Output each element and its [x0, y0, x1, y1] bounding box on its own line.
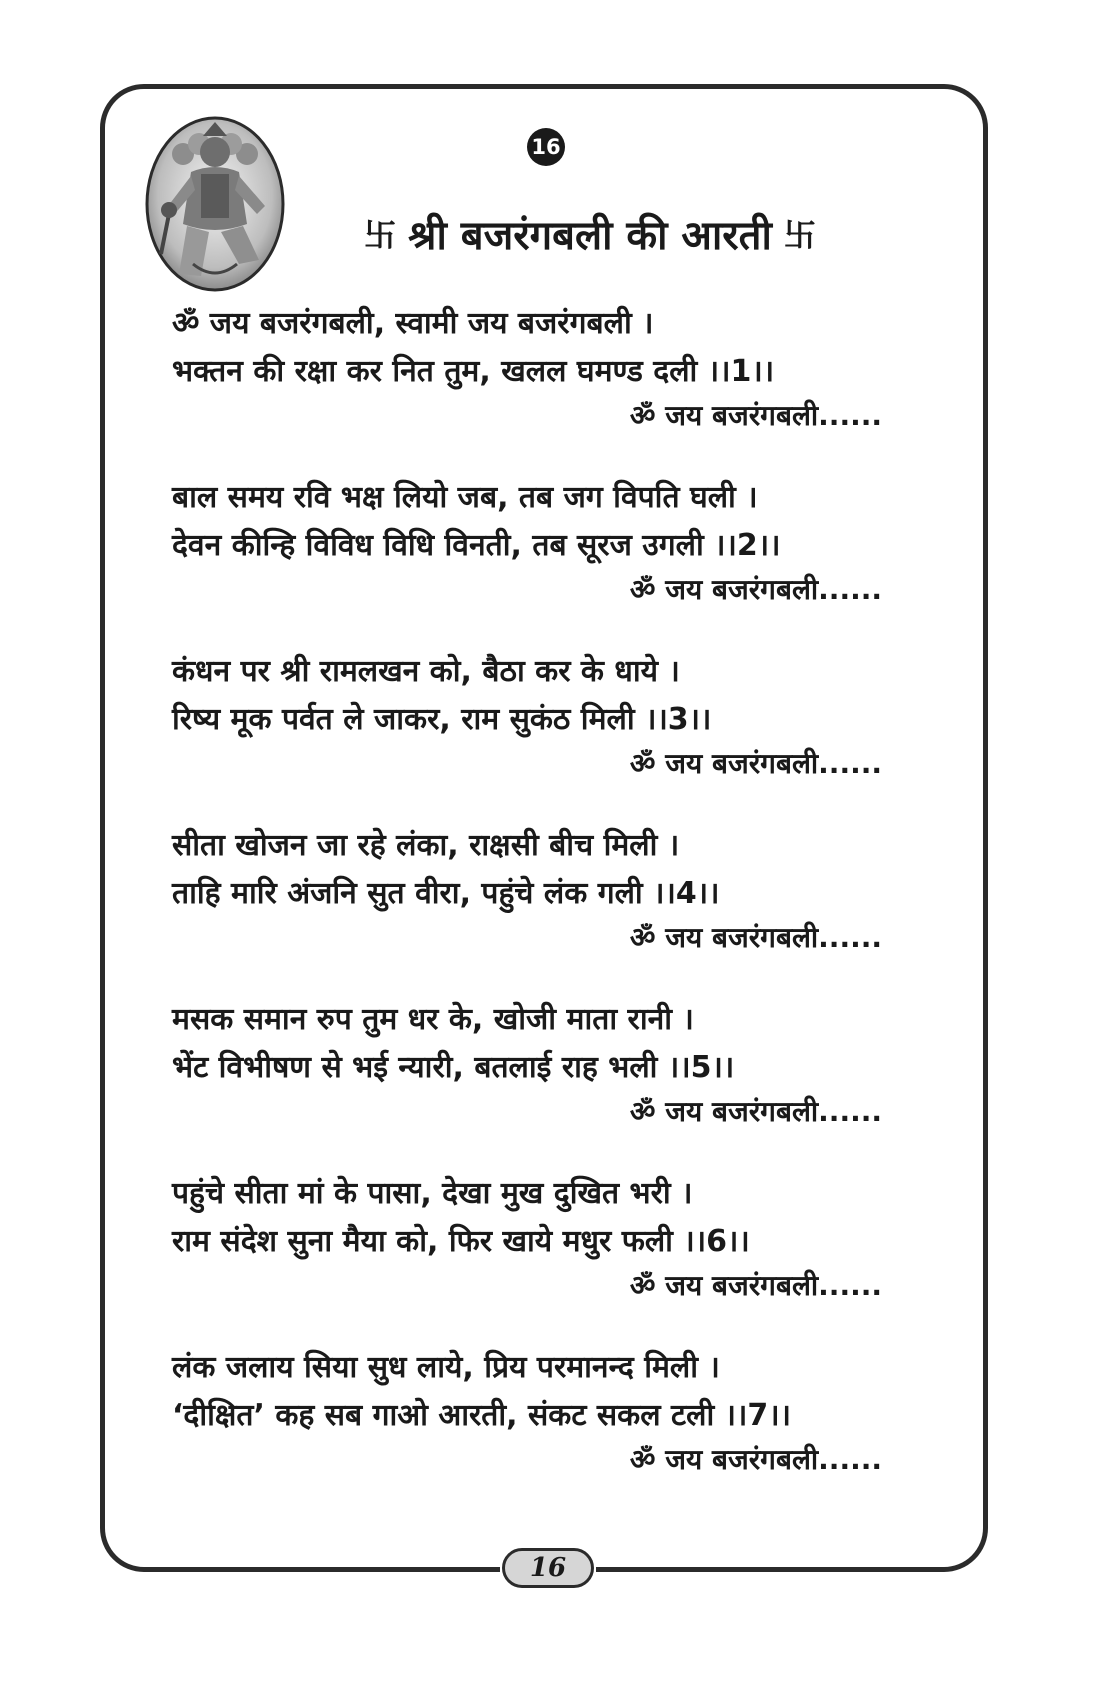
verse-line: लंक जलाय सिया सुध लाये, प्रिय परमानन्द मिली । [172, 1350, 720, 1385]
swastik-ornament-left: 卐 [364, 216, 397, 254]
verse-line: भेंट विभीषण से भई न्यारी, बतलाई राह भली ।।5।। [172, 1050, 735, 1085]
stanza-5 [172, 996, 912, 1128]
stanza-1 [172, 300, 912, 432]
verse-line: पहुंचे सीता मां के पासा, देखा मुख दुखित भरी । [172, 1176, 693, 1211]
verse-line: देवन कीन्हि विविध विधि विनती, तब सूरज उगली ।।2।। [172, 528, 781, 563]
verse-line: बाल समय रवि भक्ष लियो जब, तब जग विपति घली । [172, 480, 758, 515]
page-number: 16 [502, 1548, 594, 1588]
verse-line: राम संदेश सुना मैया को, फिर खाये मधुर फली ।।6।। [172, 1224, 750, 1259]
refrain: ॐ जय बजरंगबली...... [629, 1443, 882, 1476]
verse-line: ॐ जय बजरंगबली, स्वामी जय बजरंगबली । [172, 306, 654, 341]
verse-line: ‘दीक्षित’ कह सब गाओ आरती, संकट सकल टली ।।7।। [172, 1398, 792, 1433]
refrain: ॐ जय बजरंगबली...... [629, 1269, 882, 1302]
refrain: ॐ जय बजरंगबली...... [629, 747, 882, 780]
page-number-footer [500, 1546, 596, 1590]
stanza-3 [172, 648, 912, 780]
stanza-2 [172, 474, 912, 606]
verse-line: मसक समान रुप तुम धर के, खोजी माता रानी । [172, 1002, 694, 1037]
swastik-ornament-right: 卐 [783, 216, 816, 254]
stanza-4 [172, 822, 912, 954]
chapter-number-badge: 16 [527, 128, 565, 166]
hanuman-portrait-image [143, 114, 287, 294]
title-text: श्री बजरंगबली की आरती [408, 212, 772, 259]
refrain: ॐ जय बजरंगबली...... [629, 1095, 882, 1128]
page-title [330, 203, 850, 263]
refrain: ॐ जय बजरंगबली...... [629, 921, 882, 954]
stanza-7 [172, 1344, 912, 1476]
stanza-6 [172, 1170, 912, 1302]
verse-line: रिष्य मूक पर्वत ले जाकर, राम सुकंठ मिली ।।3।। [172, 702, 712, 737]
verse-line: ताहि मारि अंजनि सुत वीरा, पहुंचे लंक गली ।।4।। [172, 876, 720, 911]
verse-line: भक्तन की रक्षा कर नित तुम, खलल घमण्ड दली ।।1।। [172, 354, 775, 389]
refrain: ॐ जय बजरंगबली...... [629, 573, 882, 606]
verse-line: सीता खोजन जा रहे लंका, राक्षसी बीच मिली । [172, 828, 680, 863]
verse-line: कंधन पर श्री रामलखन को, बैठा कर के धाये । [172, 654, 680, 689]
refrain: ॐ जय बजरंगबली...... [629, 399, 882, 432]
